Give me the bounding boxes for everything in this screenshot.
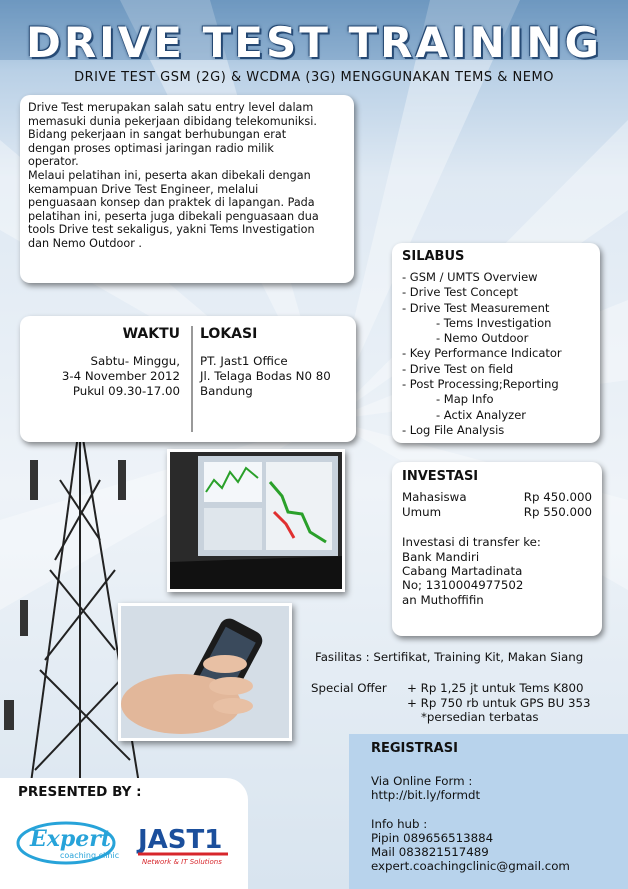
silabus-item: - Key Performance Indicator: [402, 346, 562, 361]
silabus-item: - Log File Analysis: [402, 422, 505, 437]
schedule-card: [20, 316, 356, 442]
offer-line: + Rp 1,25 jt untuk Tems K800: [407, 681, 584, 695]
silabus-item: - Post Processing;Reporting: [402, 377, 559, 392]
laptop-photo: [167, 449, 345, 592]
investasi-heading: INVESTASI: [402, 469, 479, 484]
email-link[interactable]: expert.coachingclinic@gmail.com: [371, 859, 570, 874]
info-label: Info hub :: [371, 816, 428, 831]
investasi-card: [392, 462, 602, 636]
price-row: [402, 505, 592, 519]
jast1-logo-text: JAST1: [138, 825, 223, 855]
expert-logo-subtext: coaching clinic: [60, 851, 120, 860]
presented-by-panel: [0, 778, 248, 889]
waktu-column: [30, 326, 180, 399]
silabus-item: - GSM / UMTS Overview: [402, 270, 538, 284]
phone-mail: Mail 083821517489: [371, 845, 489, 860]
price-label: Umum: [402, 504, 442, 519]
registrasi-contact-block: [371, 817, 606, 874]
offer-line: + Rp 750 rb untuk GPS BU 353: [407, 695, 591, 710]
waktu-text: Sabtu- Minggu, 3-4 November 2012 Pukul 09.30-17.00: [61, 354, 180, 398]
page-title: DRIVE TEST TRAINING: [25, 18, 603, 67]
silabus-heading: SILABUS: [402, 249, 465, 264]
transfer-info: Investasi di transfer ke: Bank Mandiri Cabang Martadinata No; 1310004977502 an Muthoffifin: [402, 535, 541, 607]
waktu-heading: WAKTU: [122, 326, 180, 342]
form-url-link[interactable]: http://bit.ly/formdt: [371, 788, 481, 803]
price-value: Rp 550.000: [523, 504, 592, 519]
silabus-card: [392, 243, 600, 443]
expert-logo: [16, 818, 122, 868]
offer-note: *persedian terbatas: [421, 710, 539, 724]
phone-pipin: Pipin 089656513884: [371, 830, 494, 845]
registrasi-panel: [349, 734, 628, 889]
silabus-subitem: - Tems Investigation: [436, 315, 552, 330]
silabus-item: - Drive Test on field: [402, 361, 514, 376]
presented-by-label: PRESENTED BY :: [18, 784, 142, 800]
special-offer-lines: [407, 681, 628, 725]
silabus-subitem: - Nemo Outdoor: [436, 331, 529, 346]
silabus-subitem: - Actix Analyzer: [436, 407, 527, 422]
page-subtitle: DRIVE TEST GSM (2G) & WCDMA (3G) MENGGUNAKAN TEMS & NEMO: [74, 70, 554, 85]
silabus-subitem: - Map Info: [436, 392, 494, 407]
expert-logo-text: Expert: [30, 826, 112, 852]
form-label: Via Online Form :: [371, 774, 473, 789]
column-divider: [191, 326, 193, 432]
lokasi-heading: LOKASI: [200, 326, 258, 342]
silabus-list: [402, 270, 590, 438]
jast1-logo-subtext: Network & IT Solutions: [142, 858, 222, 866]
intro-text: Drive Test merupakan salah satu entry level dalam memasuki dunia pekerjaan dibidang telekomuniksi. Bidang pekerjaan in sangat berhubungan erat dengan proses optimasi jaringan radio milik operator. Melaui pelatihan ini, peserta akan dibekali dengan kemampuan Drive Test Engineer, melalui penguasaan konsep dan praktek di lapangan. Pada pelatihan ini, peserta juga dibekali penguasaan dua tools Drive test sekaligus, yakni Tems Investigation dan Nemo Outdoor .: [28, 101, 319, 250]
registrasi-heading: REGISTRASI: [371, 741, 458, 756]
phone-photo: [118, 603, 292, 741]
lokasi-column: [200, 326, 350, 399]
price-row: [402, 490, 592, 504]
intro-card: [20, 95, 354, 283]
silabus-item: - Drive Test Measurement: [402, 300, 550, 315]
price-value: Rp 450.000: [523, 490, 592, 505]
lokasi-text: PT. Jast1 Office Jl. Telaga Bodas N0 80 Bandung: [200, 354, 331, 398]
fasilitas-text: Fasilitas : Sertifikat, Training Kit, Makan Siang: [315, 650, 584, 664]
jast1-logo: [136, 816, 232, 868]
price-label: Mahasiswa: [402, 490, 467, 505]
registrasi-form-block: [371, 774, 606, 802]
special-offer-label: Special Offer: [311, 681, 387, 695]
silabus-item: - Drive Test Concept: [402, 285, 518, 300]
